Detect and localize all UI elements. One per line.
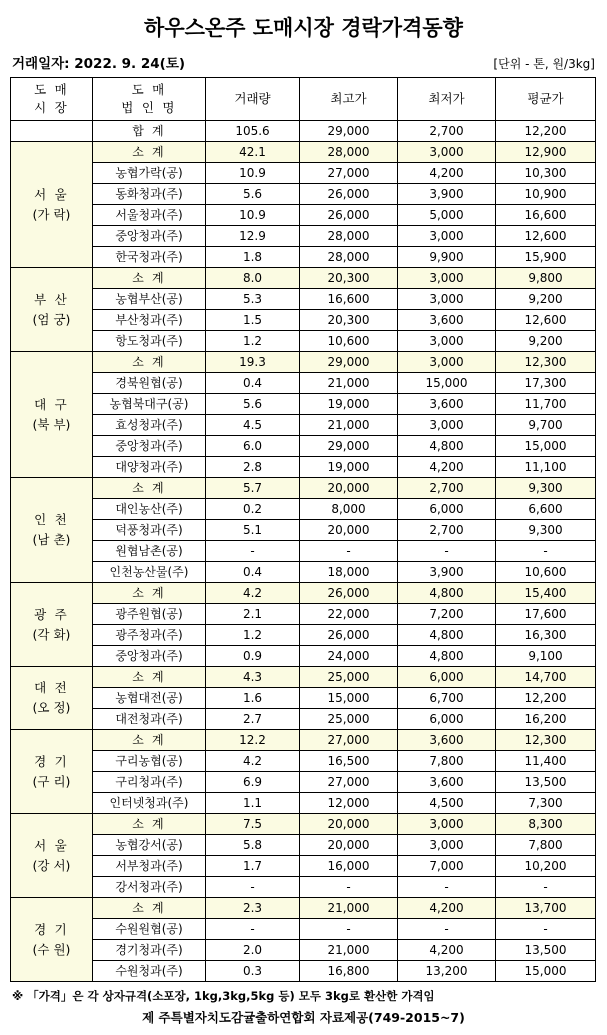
volume-value: -	[206, 877, 300, 898]
average-price-value: 11,100	[496, 457, 596, 478]
low-price-value: 5,000	[398, 205, 496, 226]
low-price-value: 3,000	[398, 289, 496, 310]
corporation-name: 농협북대구(공)	[93, 394, 206, 415]
subtotal-label: 소 계	[93, 898, 206, 919]
footnote: ※ 「가격」은 각 상자규격(소포장, 1kg,3kg,5kg 등) 모두 3kg로 환산한 가격임	[12, 989, 435, 1003]
high-price-value: 21,000	[300, 415, 398, 436]
volume-value: 1.5	[206, 310, 300, 331]
average-price-value: 17,600	[496, 604, 596, 625]
low-price-value: -	[398, 877, 496, 898]
low-price-value: 7,200	[398, 604, 496, 625]
corporation-name: 대전청과(주)	[93, 709, 206, 730]
average-price-value: 10,600	[496, 562, 596, 583]
high-price-value: 15,000	[300, 688, 398, 709]
corporation-name: 수원원협(공)	[93, 919, 206, 940]
high-price-value: 16,500	[300, 751, 398, 772]
low-price-value: 3,000	[398, 142, 496, 163]
high-price-value: 26,000	[300, 205, 398, 226]
table-row	[11, 331, 596, 352]
low-price-value: 3,900	[398, 562, 496, 583]
table-row	[11, 604, 596, 625]
high-price-value: 20,300	[300, 268, 398, 289]
average-price-value: 14,700	[496, 667, 596, 688]
average-price-value: 9,300	[496, 478, 596, 499]
corporation-name: 인천농산물(주)	[93, 562, 206, 583]
market-name: 경 기	[34, 753, 69, 769]
volume-value: 12.9	[206, 226, 300, 247]
market-sub-name: (엄 궁)	[32, 311, 71, 327]
volume-value: 5.7	[206, 478, 300, 499]
market-cell	[11, 268, 93, 352]
volume-value: -	[206, 541, 300, 562]
average-price-value: 15,900	[496, 247, 596, 268]
average-price-value: 10,300	[496, 163, 596, 184]
table-row	[11, 541, 596, 562]
average-price-value: -	[496, 877, 596, 898]
column-header-market: 도 매 시 장	[11, 78, 93, 121]
market-cell	[11, 814, 93, 898]
table-row	[11, 415, 596, 436]
subtotal-label: 소 계	[93, 583, 206, 604]
corporation-name: 농협부산(공)	[93, 289, 206, 310]
table-row-subtotal	[11, 667, 596, 688]
market-sub-name: (각 화)	[32, 626, 71, 642]
table-row	[11, 520, 596, 541]
low-price-value: 4,500	[398, 793, 496, 814]
table-row	[11, 247, 596, 268]
corporation-name: 경기청과(주)	[93, 940, 206, 961]
high-price-value: 25,000	[300, 667, 398, 688]
table-row-subtotal	[11, 583, 596, 604]
subtotal-label: 소 계	[93, 142, 206, 163]
table-row	[11, 772, 596, 793]
high-price-value: 18,000	[300, 562, 398, 583]
volume-value: 10.9	[206, 163, 300, 184]
volume-value: 0.2	[206, 499, 300, 520]
low-price-value: 3,000	[398, 268, 496, 289]
market-name: 부 산	[34, 291, 69, 307]
volume-value: 2.7	[206, 709, 300, 730]
table-row-subtotal	[11, 730, 596, 751]
column-header-volume: 거래량	[206, 78, 300, 121]
average-price-value: 9,700	[496, 415, 596, 436]
high-price-value: 24,000	[300, 646, 398, 667]
average-price-value: 9,100	[496, 646, 596, 667]
volume-value: 19.3	[206, 352, 300, 373]
market-name: 서 울	[34, 186, 69, 202]
volume-value: 6.9	[206, 772, 300, 793]
table-row-subtotal	[11, 268, 596, 289]
table-row	[11, 163, 596, 184]
volume-value: 2.1	[206, 604, 300, 625]
market-name: 대 구	[34, 396, 69, 412]
high-price-value: -	[300, 919, 398, 940]
table-row	[11, 835, 596, 856]
market-sub-name: (남 촌)	[32, 532, 71, 547]
high-price-value: 20,000	[300, 835, 398, 856]
low-price-value: 4,800	[398, 625, 496, 646]
high-price-value: 8,000	[300, 499, 398, 520]
unit-label: [단위 - 톤, 원/3kg]	[493, 57, 595, 71]
subtotal-label: 소 계	[93, 268, 206, 289]
volume-value: 1.1	[206, 793, 300, 814]
table-row	[11, 205, 596, 226]
volume-value: 1.8	[206, 247, 300, 268]
low-price-value: 4,200	[398, 898, 496, 919]
low-price-value: 3,000	[398, 331, 496, 352]
table-row	[11, 961, 596, 982]
high-price-value: 20,000	[300, 814, 398, 835]
corporation-name: 광주청과(주)	[93, 625, 206, 646]
market-sub-name: (오 정)	[32, 700, 71, 715]
table-row	[11, 457, 596, 478]
volume-value: 5.6	[206, 394, 300, 415]
table-row	[11, 856, 596, 877]
low-price-value: 4,200	[398, 457, 496, 478]
average-price-value: 12,600	[496, 226, 596, 247]
average-price-value: 15,400	[496, 583, 596, 604]
table-body	[11, 121, 596, 982]
corporation-name: 구리청과(주)	[93, 772, 206, 793]
table-row-subtotal	[11, 478, 596, 499]
corporation-name: 구리농협(공)	[93, 751, 206, 772]
high-price-value: -	[300, 877, 398, 898]
table-row	[11, 877, 596, 898]
low-price-value: 3,600	[398, 730, 496, 751]
high-price-value: 27,000	[300, 730, 398, 751]
page-title: 하우스온주 도매시장 경락가격동향	[144, 16, 463, 40]
low-price-value: -	[398, 541, 496, 562]
average-price-value: 13,500	[496, 772, 596, 793]
corporation-name: 인터넷청과(주)	[93, 793, 206, 814]
table-row	[11, 646, 596, 667]
table-row	[11, 940, 596, 961]
table-row-subtotal	[11, 352, 596, 373]
low-price-value: 4,800	[398, 436, 496, 457]
volume-value: 42.1	[206, 142, 300, 163]
corporation-name: 서부청과(주)	[93, 856, 206, 877]
low-price-value: 6,000	[398, 667, 496, 688]
low-price-value: 6,000	[398, 709, 496, 730]
low-price-value: 2,700	[398, 478, 496, 499]
average-price-value: 9,300	[496, 520, 596, 541]
market-cell	[11, 898, 93, 982]
volume-value: 2.8	[206, 457, 300, 478]
market-sub-name: (수 원)	[32, 941, 71, 957]
average-price-value: -	[496, 919, 596, 940]
high-price-value: 27,000	[300, 163, 398, 184]
volume-value: 4.5	[206, 415, 300, 436]
low-price-value: 4,800	[398, 646, 496, 667]
table-row-subtotal	[11, 898, 596, 919]
subtotal-label: 소 계	[93, 730, 206, 751]
total-low: 2,700	[398, 121, 496, 142]
high-price-value: 22,000	[300, 604, 398, 625]
low-price-value: 3,000	[398, 415, 496, 436]
low-price-value: 6,000	[398, 499, 496, 520]
table-row-total	[11, 121, 596, 142]
low-price-value: 4,800	[398, 583, 496, 604]
average-price-value: 15,000	[496, 436, 596, 457]
low-price-value: 2,700	[398, 520, 496, 541]
corporation-name: 수원청과(주)	[93, 961, 206, 982]
corporation-name: 대인농산(주)	[93, 499, 206, 520]
table-row	[11, 562, 596, 583]
volume-value: 0.4	[206, 373, 300, 394]
subtotal-label: 소 계	[93, 667, 206, 688]
volume-value: 1.6	[206, 688, 300, 709]
volume-value: 0.4	[206, 562, 300, 583]
low-price-value: 4,200	[398, 940, 496, 961]
table-row	[11, 310, 596, 331]
table-row	[11, 499, 596, 520]
average-price-value: 12,300	[496, 730, 596, 751]
table-row	[11, 919, 596, 940]
low-price-value: 3,000	[398, 352, 496, 373]
table-row	[11, 688, 596, 709]
high-price-value: 28,000	[300, 142, 398, 163]
high-price-value: 20,000	[300, 478, 398, 499]
table-row	[11, 394, 596, 415]
volume-value: 1.7	[206, 856, 300, 877]
low-price-value: 3,600	[398, 772, 496, 793]
high-price-value: 27,000	[300, 772, 398, 793]
high-price-value: 19,000	[300, 394, 398, 415]
average-price-value: 12,900	[496, 142, 596, 163]
high-price-value: 16,800	[300, 961, 398, 982]
subtotal-label: 소 계	[93, 478, 206, 499]
corporation-name: 중앙청과(주)	[93, 646, 206, 667]
market-name: 대 전	[34, 680, 69, 695]
corporation-name: 대양청과(주)	[93, 457, 206, 478]
low-price-value: 3,600	[398, 394, 496, 415]
market-name: 경 기	[34, 921, 69, 937]
column-header-high-price: 최고가	[300, 78, 398, 121]
high-price-value: 26,000	[300, 184, 398, 205]
table-row	[11, 793, 596, 814]
low-price-value: 3,000	[398, 835, 496, 856]
corporation-name: 농협가락(공)	[93, 163, 206, 184]
table-row	[11, 226, 596, 247]
high-price-value: 21,000	[300, 373, 398, 394]
subtotal-label: 소 계	[93, 352, 206, 373]
average-price-value: 10,200	[496, 856, 596, 877]
average-price-value: 16,600	[496, 205, 596, 226]
table-row-subtotal	[11, 814, 596, 835]
high-price-value: 25,000	[300, 709, 398, 730]
table-row	[11, 184, 596, 205]
average-price-value: 9,200	[496, 331, 596, 352]
volume-value: 0.3	[206, 961, 300, 982]
corporation-name: 중앙청과(주)	[93, 226, 206, 247]
market-cell	[11, 730, 93, 814]
source-credit: 제 주특별자치도감귤출하연합회 자료제공(749-2015~7)	[142, 1010, 465, 1025]
corporation-name: 중앙청과(주)	[93, 436, 206, 457]
low-price-value: 3,600	[398, 310, 496, 331]
table-row	[11, 709, 596, 730]
high-price-value: 20,300	[300, 310, 398, 331]
average-price-value: 13,500	[496, 940, 596, 961]
subtotal-label: 소 계	[93, 814, 206, 835]
column-header-low-price: 최저가	[398, 78, 496, 121]
average-price-value: 10,900	[496, 184, 596, 205]
high-price-value: 28,000	[300, 226, 398, 247]
volume-value: 1.2	[206, 625, 300, 646]
market-cell	[11, 478, 93, 583]
trade-date-label: 거래일자: 2022. 9. 24(토)	[12, 56, 186, 72]
average-price-value: 9,200	[496, 289, 596, 310]
average-price-value: 17,300	[496, 373, 596, 394]
high-price-value: 20,000	[300, 520, 398, 541]
low-price-value: 4,200	[398, 163, 496, 184]
corporation-name: 경북원협(공)	[93, 373, 206, 394]
market-sub-name: (가 락)	[32, 206, 71, 222]
high-price-value: 16,000	[300, 856, 398, 877]
total-high: 29,000	[300, 121, 398, 142]
volume-value: 4.3	[206, 667, 300, 688]
volume-value: 5.3	[206, 289, 300, 310]
table-row	[11, 373, 596, 394]
volume-value: 5.1	[206, 520, 300, 541]
high-price-value: 29,000	[300, 436, 398, 457]
table-row	[11, 625, 596, 646]
total-avg: 12,200	[496, 121, 596, 142]
high-price-value: 19,000	[300, 457, 398, 478]
corporation-name: 덕풍청과(주)	[93, 520, 206, 541]
price-table	[10, 77, 596, 982]
volume-value: -	[206, 919, 300, 940]
market-cell	[11, 352, 93, 478]
average-price-value: 16,300	[496, 625, 596, 646]
high-price-value: 21,000	[300, 940, 398, 961]
high-price-value: 16,600	[300, 289, 398, 310]
market-cell	[11, 142, 93, 268]
volume-value: 4.2	[206, 751, 300, 772]
high-price-value: 10,600	[300, 331, 398, 352]
high-price-value: 21,000	[300, 898, 398, 919]
meta-line	[12, 52, 595, 72]
corporation-name: 원협남촌(공)	[93, 541, 206, 562]
high-price-value: 29,000	[300, 352, 398, 373]
market-name: 광 주	[34, 606, 69, 622]
volume-value: 0.9	[206, 646, 300, 667]
high-price-value: 28,000	[300, 247, 398, 268]
volume-value: 5.6	[206, 184, 300, 205]
table-row	[11, 289, 596, 310]
market-cell	[11, 667, 93, 730]
high-price-value: 26,000	[300, 583, 398, 604]
table-header	[11, 78, 596, 121]
average-price-value: 7,800	[496, 835, 596, 856]
low-price-value: 3,000	[398, 814, 496, 835]
table-row-subtotal	[11, 142, 596, 163]
volume-value: 5.8	[206, 835, 300, 856]
average-price-value: 11,700	[496, 394, 596, 415]
low-price-value: 6,700	[398, 688, 496, 709]
market-cell-empty	[11, 121, 93, 142]
average-price-value: 11,400	[496, 751, 596, 772]
total-label: 합 계	[93, 121, 206, 142]
average-price-value: 8,300	[496, 814, 596, 835]
market-name: 서 울	[34, 837, 69, 853]
volume-value: 2.3	[206, 898, 300, 919]
corporation-name: 한국청과(주)	[93, 247, 206, 268]
total-volume: 105.6	[206, 121, 300, 142]
corporation-name: 강서청과(주)	[93, 877, 206, 898]
volume-value: 4.2	[206, 583, 300, 604]
low-price-value: 7,800	[398, 751, 496, 772]
low-price-value: 9,900	[398, 247, 496, 268]
corporation-name: 농협대전(공)	[93, 688, 206, 709]
average-price-value: 16,200	[496, 709, 596, 730]
low-price-value: 3,900	[398, 184, 496, 205]
corporation-name: 부산청과(주)	[93, 310, 206, 331]
low-price-value: 13,200	[398, 961, 496, 982]
average-price-value: 12,600	[496, 310, 596, 331]
average-price-value: 6,600	[496, 499, 596, 520]
low-price-value: 3,000	[398, 226, 496, 247]
volume-value: 6.0	[206, 436, 300, 457]
corporation-name: 효성청과(주)	[93, 415, 206, 436]
volume-value: 1.2	[206, 331, 300, 352]
average-price-value: 12,300	[496, 352, 596, 373]
volume-value: 12.2	[206, 730, 300, 751]
corporation-name: 서울청과(주)	[93, 205, 206, 226]
corporation-name: 광주원협(공)	[93, 604, 206, 625]
low-price-value: -	[398, 919, 496, 940]
corporation-name: 농협강서(공)	[93, 835, 206, 856]
market-sub-name: (구 리)	[32, 773, 71, 789]
market-cell	[11, 583, 93, 667]
column-header-average-price: 평균가	[496, 78, 596, 121]
volume-value: 8.0	[206, 268, 300, 289]
high-price-value: 12,000	[300, 793, 398, 814]
table-row	[11, 751, 596, 772]
low-price-value: 7,000	[398, 856, 496, 877]
high-price-value: -	[300, 541, 398, 562]
average-price-value: 13,700	[496, 898, 596, 919]
average-price-value: 12,200	[496, 688, 596, 709]
average-price-value: 15,000	[496, 961, 596, 982]
market-sub-name: (강 서)	[32, 857, 71, 873]
high-price-value: 26,000	[300, 625, 398, 646]
corporation-name: 항도청과(주)	[93, 331, 206, 352]
average-price-value: 7,300	[496, 793, 596, 814]
corporation-name: 동화청과(주)	[93, 184, 206, 205]
market-name: 인 천	[34, 512, 69, 527]
average-price-value: -	[496, 541, 596, 562]
volume-value: 2.0	[206, 940, 300, 961]
market-sub-name: (북 부)	[32, 416, 71, 432]
low-price-value: 15,000	[398, 373, 496, 394]
average-price-value: 9,800	[496, 268, 596, 289]
column-header-corporation: 도 매 법 인 명	[93, 78, 206, 121]
table-row	[11, 436, 596, 457]
volume-value: 7.5	[206, 814, 300, 835]
volume-value: 10.9	[206, 205, 300, 226]
